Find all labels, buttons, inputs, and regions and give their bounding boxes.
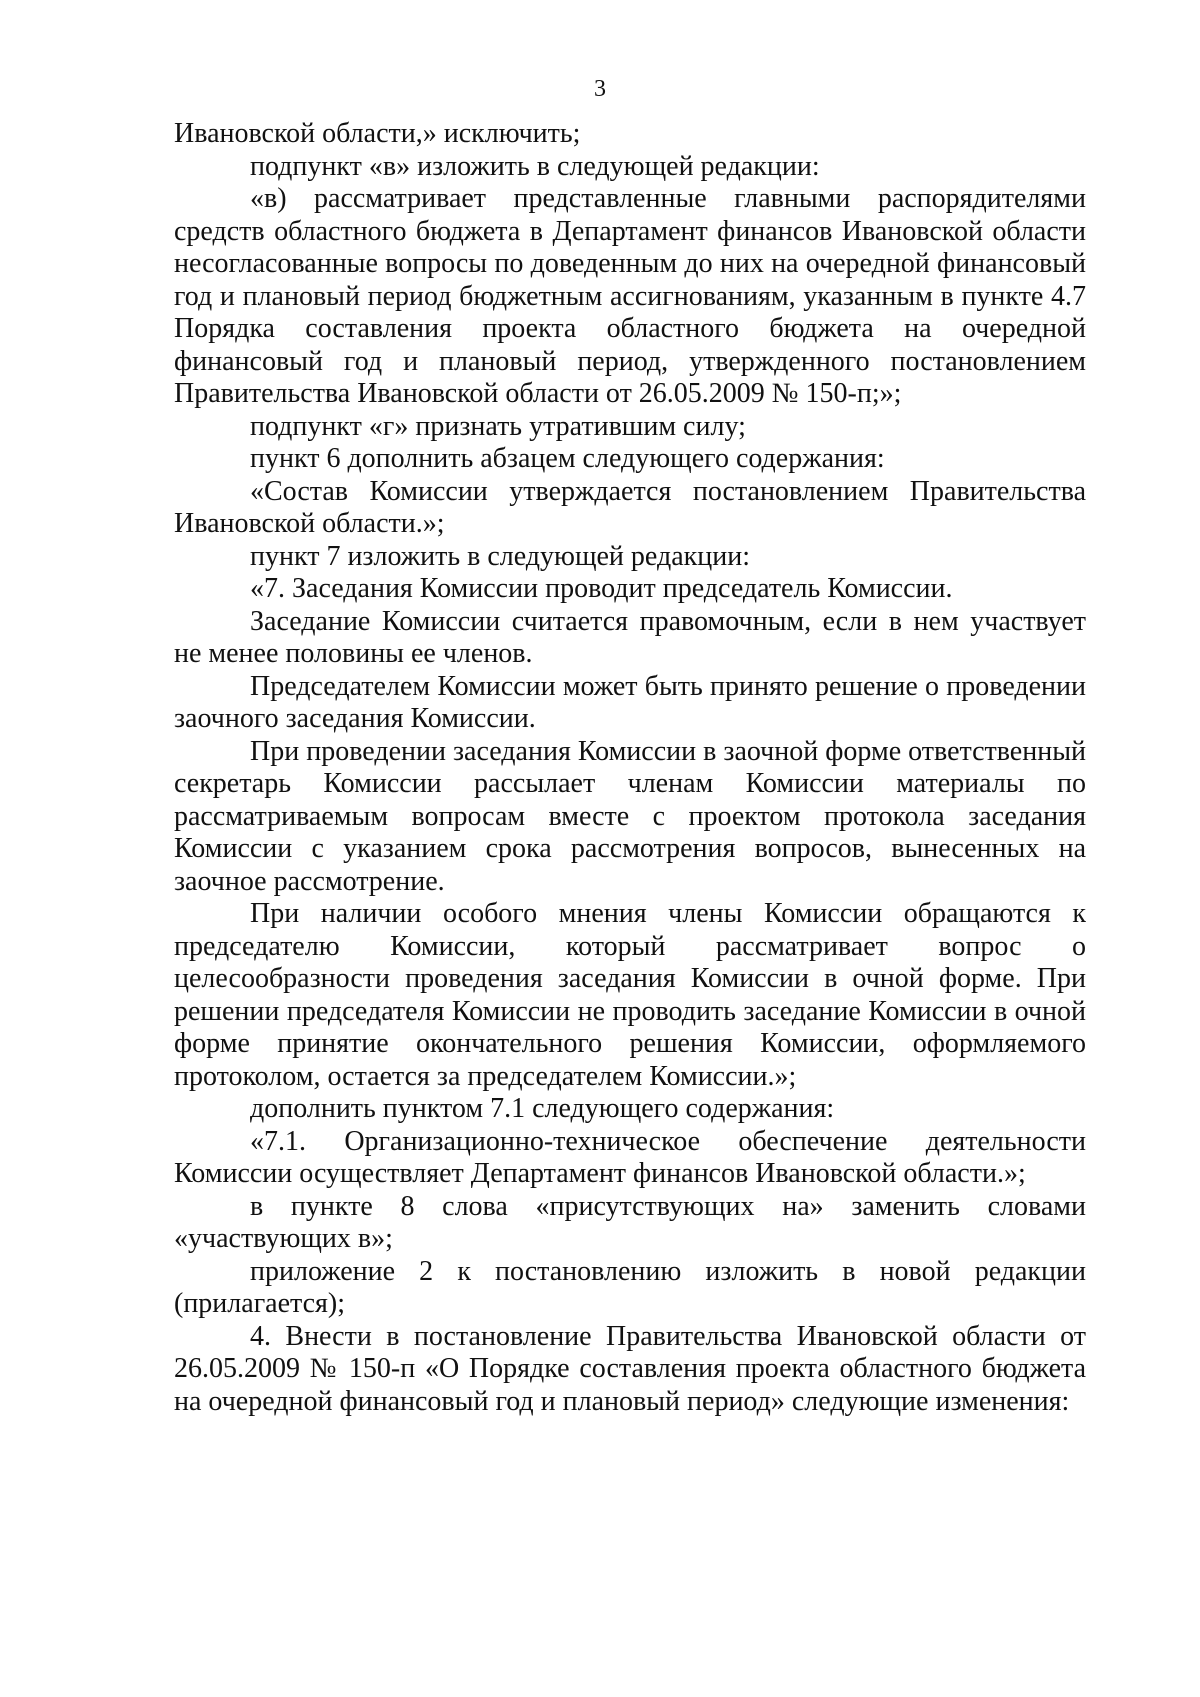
paragraph: пункт 7 изложить в следующей редакции: [250,540,750,572]
paragraph: «7. Заседания Комиссии проводит председатель Комиссии. [250,573,953,604]
paragraph: подпункт «г» признать утратившим силу; [250,410,746,442]
paragraph: в пункте 8 слова «присутствующих на» заменить словами «участвующих в»; [174,1190,1086,1254]
page-number: 3 [594,76,606,102]
paragraph: Ивановской области,» исключить; [174,118,581,149]
paragraph: При наличии особого мнения члены Комиссии обращаются к председателю Комиссии, который рассматривает вопрос о целесообразности проведения заседания Комиссии в очной форме. При решении председателя Комиссии не проводить заседание Комиссии в очной форме принятие окончательного решения Комиссии, оформляемого протоколом, остается за председателем Комиссии.»; [174,898,1086,1092]
paragraph: «в) рассматривает представленные главными распорядителями средств областного бюджета в Департамент финансов Ивановской области несогласованные вопросы по доведенным до них на очередной финансовый год и плановый период бюджетным ассигнованиям, указанным в пункте 4.7 Порядка составления проекта областного бюджета на очередной финансовый год и плановый период, утвержденного постановлением Правительства Ивановской области от 26.05.2009 № 150-п;»; [174,183,1086,409]
paragraph: дополнить пунктом 7.1 следующего содержания: [250,1093,835,1124]
paragraph: 4. Внести в постановление Правительства Ивановской области от 26.05.2009 № 150-п «О Порядке составления проекта областного бюджета на очередной финансовый год и плановый период» следующие изменения: [174,1320,1086,1417]
paragraph: «Состав Комиссии утверждается постановлением Правительства Ивановской области.»; [174,475,1086,539]
paragraph: пункт 6 дополнить абзацем следующего содержания: [250,443,885,474]
paragraph: подпункт «в» изложить в следующей редакции: [250,150,820,182]
paragraph: Председателем Комиссии может быть принято решение о проведении заочного заседания Комиссии. [174,670,1086,734]
document-body [174,118,1086,1418]
paragraph: Заседание Комиссии считается правомочным, если в нем участвует не менее половины ее членов. [174,605,1086,669]
paragraph: «7.1. Организационно-техническое обеспечение деятельности Комиссии осуществляет Департамент финансов Ивановской области.»; [174,1125,1086,1189]
paragraph: приложение 2 к постановлению изложить в новой редакции (прилагается); [174,1255,1086,1319]
paragraph: При проведении заседания Комиссии в заочной форме ответственный секретарь Комиссии рассылает членам Комиссии материалы по рассматриваемым вопросам вместе с проектом протокола заседания Комиссии с указанием срока рассмотрения вопросов, вынесенных на заочное рассмотрение. [174,735,1086,897]
